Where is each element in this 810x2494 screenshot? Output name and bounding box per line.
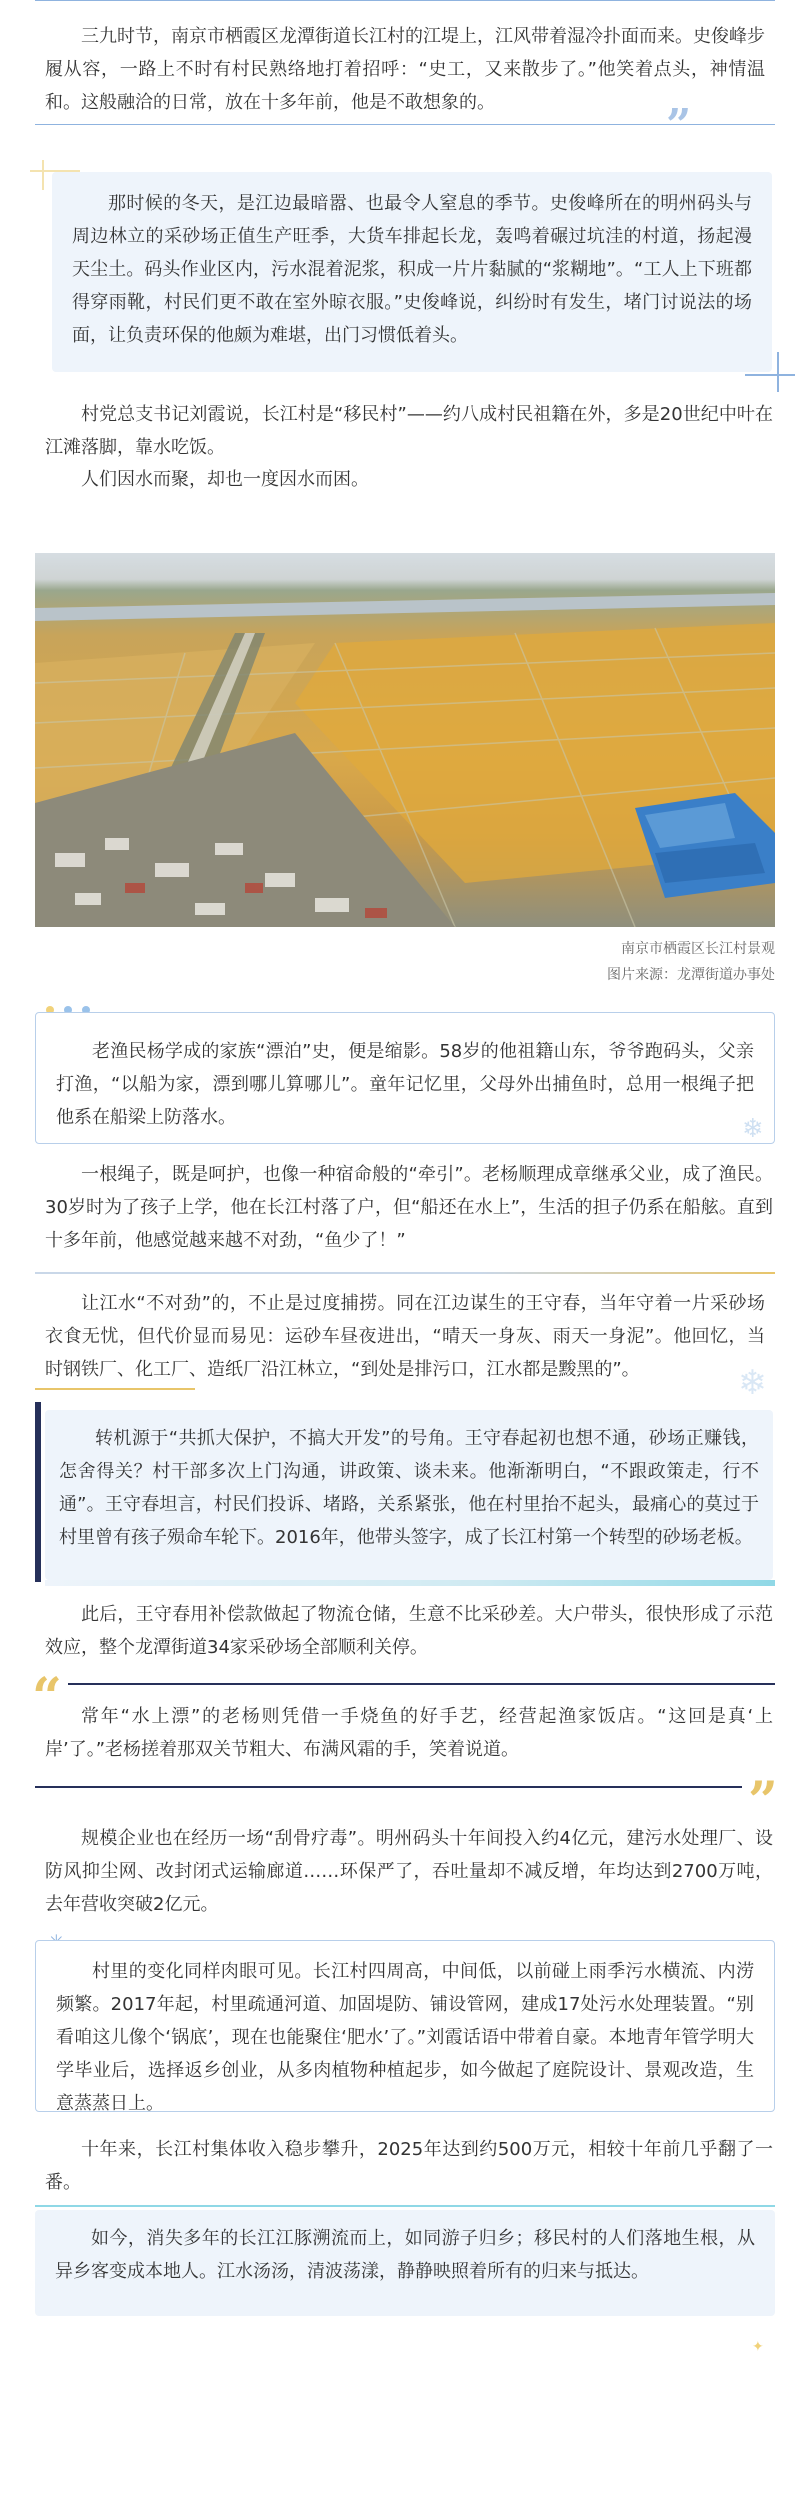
divider-1 bbox=[35, 124, 775, 125]
top-divider bbox=[35, 0, 775, 1]
paragraph-3: 村党总支书记刘霞说，长江村是“移民村”——约八成村民祖籍在外，多是20世纪中叶在江滩落脚，靠水吃饭。 bbox=[45, 404, 773, 458]
paragraph-4: 人们因水而聚，却也一度因水而困。 bbox=[81, 469, 369, 490]
corner-cross-icon bbox=[745, 352, 795, 392]
paragraph-5: 老渔民杨学成的家族“漂泊”史，便是缩影。58岁的他祖籍山东，爷爷跑码头，父亲打渔，“以船为家，漂到哪儿算哪儿”。童年记忆里，父母外出捕鱼时，总用一根绳子把他系在船梁上防落水。 bbox=[56, 1041, 754, 1128]
highlight-card-2 bbox=[35, 1012, 775, 1144]
paragraph-10: 常年“水上漂”的老杨则凭借一手烧鱼的好手艺，经营起渔家饭店。“这回是真‘上岸’了。”老杨搓着那双关节粗大、布满风霜的手，笑着说道。 bbox=[45, 1706, 773, 1760]
sparkle-icon: ✦ bbox=[752, 2339, 764, 2355]
divider-gold-bottom bbox=[35, 1388, 195, 1390]
paragraph-7: 让江水“不对劲”的，不止是过度捕捞。同在江边谋生的王守春，当年守着一片采砂场衣食无忧，但代价显而易见：运砂车昼夜进出，“晴天一身灰、雨天一身泥”。他回忆，当时钢铁厂、化工厂、造纸厂沿江林立，“到处是排污口，江水都是黢黑的”。 bbox=[45, 1293, 765, 1380]
snowflake-icon: ❄ bbox=[742, 1114, 764, 1144]
paragraph-14: 如今，消失多年的长江江豚溯流而上，如同游子归乡；移民村的人们落地生根，从异乡客变成本地人。江水汤汤，清波荡漾，静静映照着所有的归来与抵达。 bbox=[55, 2228, 755, 2282]
closing-quote-icon: ” bbox=[666, 100, 692, 151]
paragraph-13: 十年来，长江村集体收入稳步攀升，2025年达到约500万元，相较十年前几乎翻了一番。 bbox=[45, 2139, 773, 2193]
divider-navy-bottom bbox=[35, 1786, 742, 1788]
card-bottom-accent bbox=[45, 1580, 775, 1586]
divider-gold bbox=[35, 1272, 775, 1274]
village-aerial-photo bbox=[35, 553, 775, 927]
paragraph-9: 此后，王守春用补偿款做起了物流仓储，生意不比采砂差。大户带头，很快形成了示范效应，整个龙潭街道34家采砂场全部顺利关停。 bbox=[45, 1604, 773, 1658]
highlight-card-3 bbox=[45, 1410, 773, 1580]
divider-navy-top bbox=[68, 1683, 775, 1685]
paragraph-8: 转机源于“共抓大保护，不搞大开发”的号角。王守春起初也想不通，砂场正赚钱，怎舍得关？村干部多次上门沟通，讲政策、谈未来。他渐渐明白，“不跟政策走，行不通”。王守春坦言，村民们投诉、堵路，关系紧张，他在村里抬不起头，最痛心的莫过于村里曾有孩子殒命车轮下。2016年，他带头签字，成了长江村第一个转型的砂场老板。 bbox=[59, 1428, 759, 1548]
divider-cyan bbox=[35, 2205, 775, 2207]
opening-quote-icon: “ bbox=[32, 1667, 62, 1728]
highlight-card-4 bbox=[35, 1940, 775, 2112]
paragraph-1: 三九时节，南京市栖霞区龙潭街道长江村的江堤上，江风带着湿冷扑面而来。史俊峰步履从容，一路上不时有村民熟络地打着招呼：“史工，又来散步了。”他笑着点头，神情温和。这般融洽的日常，放在十多年前，他是不敢想象的。 bbox=[45, 26, 765, 113]
photo-credit: 图片来源：龙潭街道办事处 bbox=[607, 967, 775, 983]
highlight-card-1 bbox=[52, 172, 772, 372]
closing-quote-icon: ” bbox=[748, 1771, 778, 1832]
paragraph-2: 那时候的冬天，是江边最暗嚣、也最令人窒息的季节。史俊峰所在的明州码头与周边林立的采砂场正值生产旺季，大货车排起长龙，轰鸣着碾过坑洼的村道，扬起漫天尘土。码头作业区内，污水混着泥浆，积成一片片黏腻的“浆糊地”。“工人上下班都得穿雨靴，村民们更不敢在室外晾衣服。”史俊峰说，纠纷时有发生，堵门讨说法的场面，让负责环保的他颇为难堪，出门习惯低着头。 bbox=[72, 193, 752, 346]
paragraph-6: 一根绳子，既是呵护，也像一种宿命般的“牵引”。老杨顺理成章继承父业，成了渔民。30岁时为了孩子上学，他在长江村落了户，但“船还在水上”，生活的担子仍系在船舷。直到十多年前，他感觉越来越不对劲，“鱼少了！” bbox=[45, 1164, 773, 1251]
paragraph-12: 村里的变化同样肉眼可见。长江村四周高，中间低，以前碰上雨季污水横流、内涝频繁。2017年起，村里疏通河道、加固堤防、铺设管网，建成17处污水处理装置。“别看咱这儿像个‘锅底’，现在也能聚住‘肥水’了。”刘霞话语中带着自豪。本地青年管学明大学毕业后，选择返乡创业，从多肉植物种植起步，如今做起了庭院设计、景观改造，生意蒸蒸日上。 bbox=[56, 1961, 754, 2114]
closing-card bbox=[35, 2210, 775, 2316]
paragraph-11: 规模企业也在经历一场“刮骨疗毒”。明州码头十年间投入约4亿元，建污水处理厂、设防风抑尘网、改封闭式运输廊道……环保严了，吞吐量却不减反增，年均达到2700万吨，去年营收突破2亿元。 bbox=[45, 1828, 773, 1915]
card-left-accent bbox=[35, 1402, 41, 1582]
photo-caption: 南京市栖霞区长江村景观 bbox=[621, 941, 775, 957]
snowflake-icon: ❄ bbox=[738, 1363, 767, 1403]
